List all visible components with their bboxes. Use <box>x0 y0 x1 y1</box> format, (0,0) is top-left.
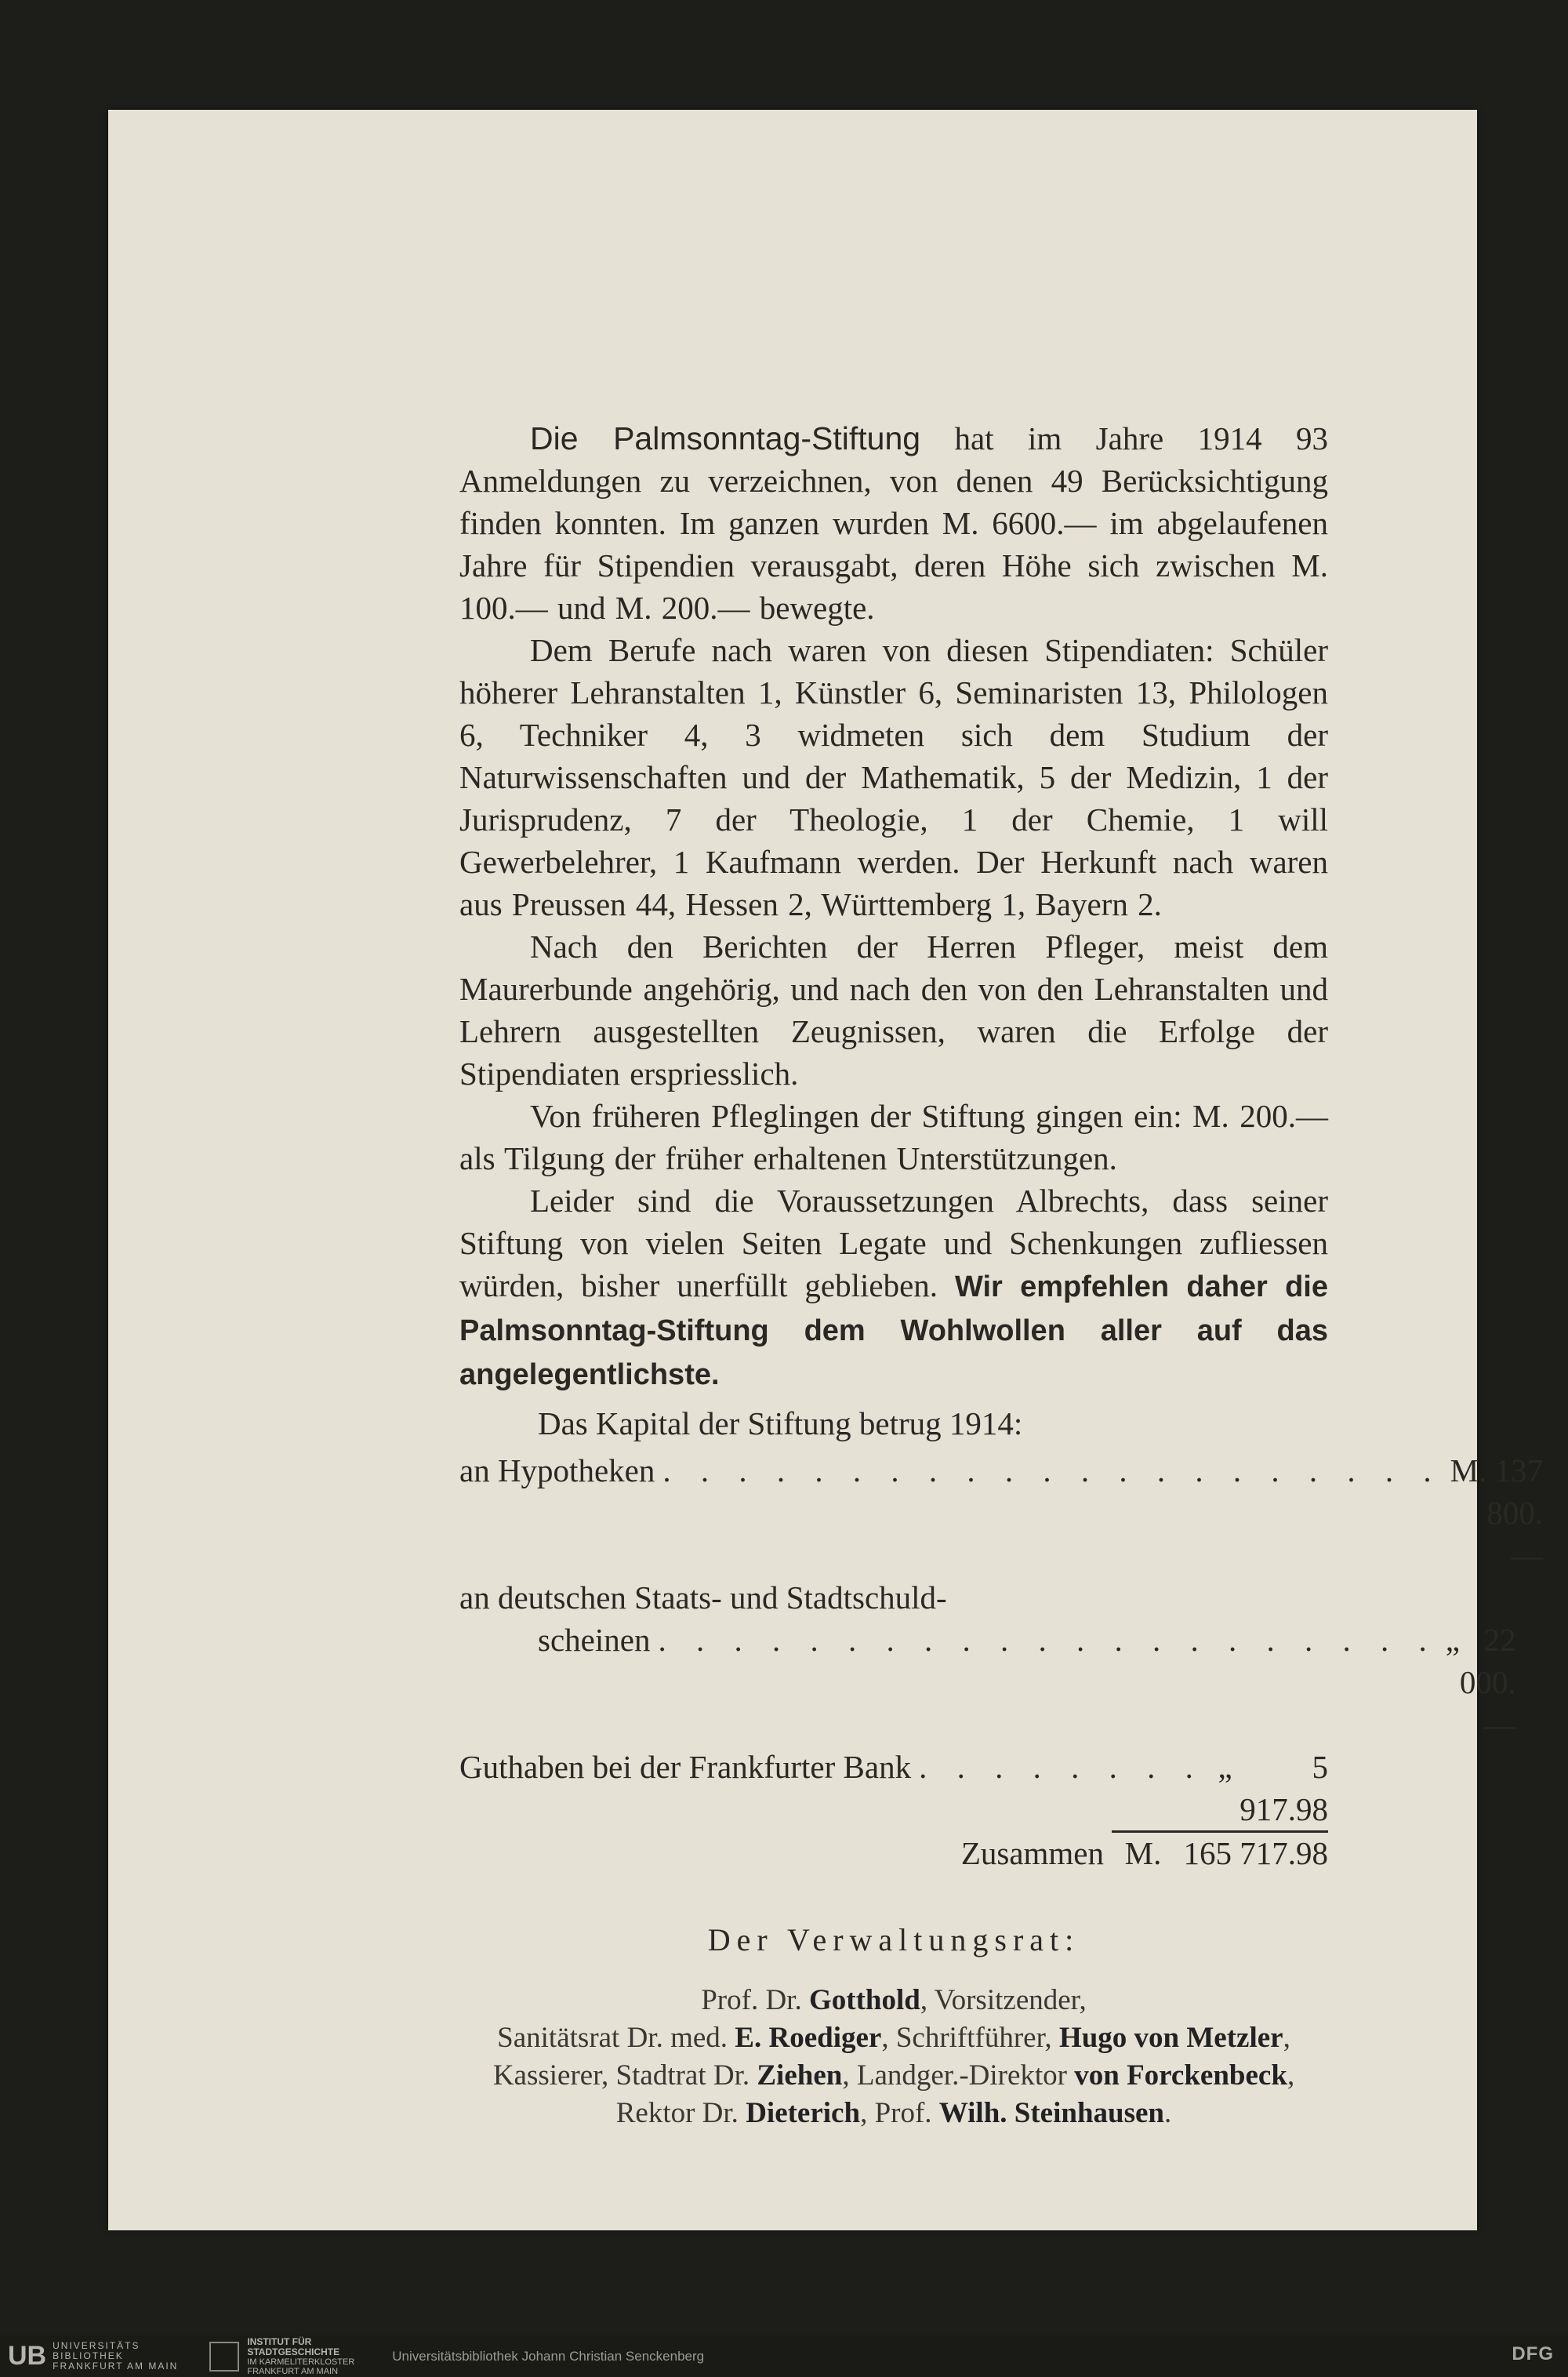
total-amount: 165 717.98 <box>1183 1835 1328 1871</box>
capital-row-bank <box>459 1746 1328 1830</box>
capital-row-bonds <box>459 1619 1516 1746</box>
council-text: Prof. Dr. <box>701 1984 809 2016</box>
member-name: Wilh. Steinhausen <box>938 2097 1164 2129</box>
leader-dots: . . . . . . . . . . . . . . . . . . . . . <box>658 1622 1438 1658</box>
council-members <box>459 1982 1328 2132</box>
capital-amount: 22 000.— <box>1459 1622 1516 1743</box>
capital-label: an deutschen Staats- und Stadtschuld- <box>459 1579 947 1616</box>
member-name: Ziehen <box>757 2059 843 2092</box>
council-text: , Prof. <box>860 2097 939 2129</box>
institute-logo <box>209 2337 354 2376</box>
capital-row-bonds-label <box>459 1576 1328 1619</box>
ub-logo-mark: UB <box>8 2341 47 2371</box>
total-currency: M. <box>1124 1835 1162 1871</box>
foundation-name: Die Palmsonntag-Stiftung <box>530 420 921 456</box>
capital-amount: 137 800.— <box>1486 1452 1544 1573</box>
ub-logo-line: BIBLIOTHEK <box>53 2350 124 2361</box>
institute-text <box>247 2337 354 2376</box>
document-page <box>108 110 1544 2230</box>
council-line-2 <box>459 2019 1328 2057</box>
council-text: , <box>1283 2022 1290 2054</box>
ub-logo-line: FRANKFURT AM MAIN <box>53 2361 179 2372</box>
viewer-footer-bar <box>0 2335 1568 2377</box>
ub-logo-text <box>53 2341 178 2372</box>
text-column <box>459 417 1544 2132</box>
paragraph-3: Nach den Berichten der Herren Pfleger, meist dem Maurerbunde angehörig, und nach den von den Lehranstalten und Lehrern ausgestellten Zeugnissen, waren die Erfolge der Stipendiaten erspriesslich. <box>459 929 1328 1092</box>
capital-total-row <box>459 1830 1328 1876</box>
member-name: von Forckenbeck <box>1074 2059 1287 2092</box>
library-name: Universitätsbibliothek Johann Christian Senckenberg <box>392 2348 705 2364</box>
paragraph-1-text: hat im Jahre 1914 93 Anmeldungen zu verzeichnen, von denen 49 Berücksichtigung finden konnten. Im ganzen wurden M. 6600.— im abgelaufenen Jahre für Stipendien verausgabt, deren Höhe sich zwischen M. 100.— und M. 200.— bewegte. <box>459 420 1328 626</box>
capital-heading: Das Kapital der Stiftung betrug 1914: <box>538 1405 1023 1441</box>
capital-row-mortgages <box>459 1449 1544 1576</box>
council-heading: Der Verwaltungsrat: <box>707 1922 1080 1957</box>
institute-line: STADTGESCHICHTE <box>247 2346 340 2357</box>
institute-line: INSTITUT FÜR <box>247 2335 312 2347</box>
total-rule <box>1112 1830 1328 1833</box>
council-line-4 <box>459 2095 1328 2132</box>
capital-label: scheinen <box>538 1622 651 1658</box>
capital-amount: 5 917.98 <box>1240 1749 1328 1827</box>
paragraph-1 <box>459 417 1328 629</box>
paragraph-5-text: Leider sind die Voraussetzungen Albrechts, dass seiner Stiftung von vielen Seiten Legate und Schenkungen zufliessen würden, bisher unerfüllt geblieben. <box>459 1183 1328 1303</box>
appeal-emphasis: Wir empfehlen daher die Palmsonntag-Stiftung dem Wohlwollen aller auf das angelegentlichste. <box>459 1270 1328 1391</box>
leader-dots: . . . . . . . . <box>919 1749 1204 1785</box>
institute-line: IM KARMELITERKLOSTER <box>247 2357 355 2367</box>
council-line-3 <box>459 2057 1328 2095</box>
council-text: , Schriftführer, <box>881 2022 1059 2054</box>
institute-emblem-icon <box>209 2342 239 2372</box>
council-text: , Landger.-Direktor <box>842 2059 1075 2092</box>
total-label: Zusammen <box>960 1835 1104 1871</box>
member-name: E. Roediger <box>735 2022 882 2054</box>
capital-currency: „ <box>1445 1622 1460 1658</box>
council-text: Kassierer, Stadtrat Dr. <box>492 2059 757 2092</box>
member-name: Dieterich <box>746 2097 861 2129</box>
dfg-logo: DFG <box>1512 2343 1554 2364</box>
council-line-1 <box>459 1982 1328 2019</box>
paragraph-4: Von früheren Pfleglingen der Stiftung gingen ein: M. 200.— als Tilgung der früher erhaltenen Unterstützungen. <box>459 1098 1328 1176</box>
paragraph-2: Dem Berufe nach waren von diesen Stipendiaten: Schüler höherer Lehranstalten 1, Künstler 6, Seminaristen 13, Philologen 6, Techniker 4, 3 widmeten sich dem Studium der Naturwissenschaften und der Mathematik, 5 der Medizin, 1 der Jurisprudenz, 7 der Theologie, 1 der Chemie, 1 will Gewerbelehrer, 1 Kaufmann werden. Der Herkunft nach waren aus Preussen 44, Hessen 2, Württemberg 1, Bayern 2. <box>459 632 1328 922</box>
member-name: Gotthold <box>808 1984 920 2016</box>
council-text: Rektor Dr. <box>615 2097 746 2129</box>
council-text: . <box>1164 2097 1172 2129</box>
leader-dots: . . . . . . . . . . . . . . . . . . . . . <box>662 1452 1443 1488</box>
council-text: , Vorsitzender, <box>920 1984 1087 2016</box>
member-name: Hugo von Metzler <box>1058 2022 1283 2054</box>
capital-label: an Hypotheken <box>459 1452 655 1488</box>
paragraph-5 <box>459 1179 1328 1396</box>
capital-currency: „ <box>1218 1749 1232 1785</box>
institute-line: FRANKFURT AM MAIN <box>247 2366 339 2376</box>
council-text: Sanitätsrat Dr. med. <box>497 2022 735 2054</box>
capital-currency: M. <box>1450 1452 1487 1488</box>
capital-label: Guthaben bei der Frankfurter Bank <box>459 1749 912 1785</box>
council-text: , <box>1287 2059 1295 2092</box>
ub-logo-line: UNIVERSITÄTS <box>53 2340 140 2351</box>
ub-logo <box>8 2341 178 2372</box>
